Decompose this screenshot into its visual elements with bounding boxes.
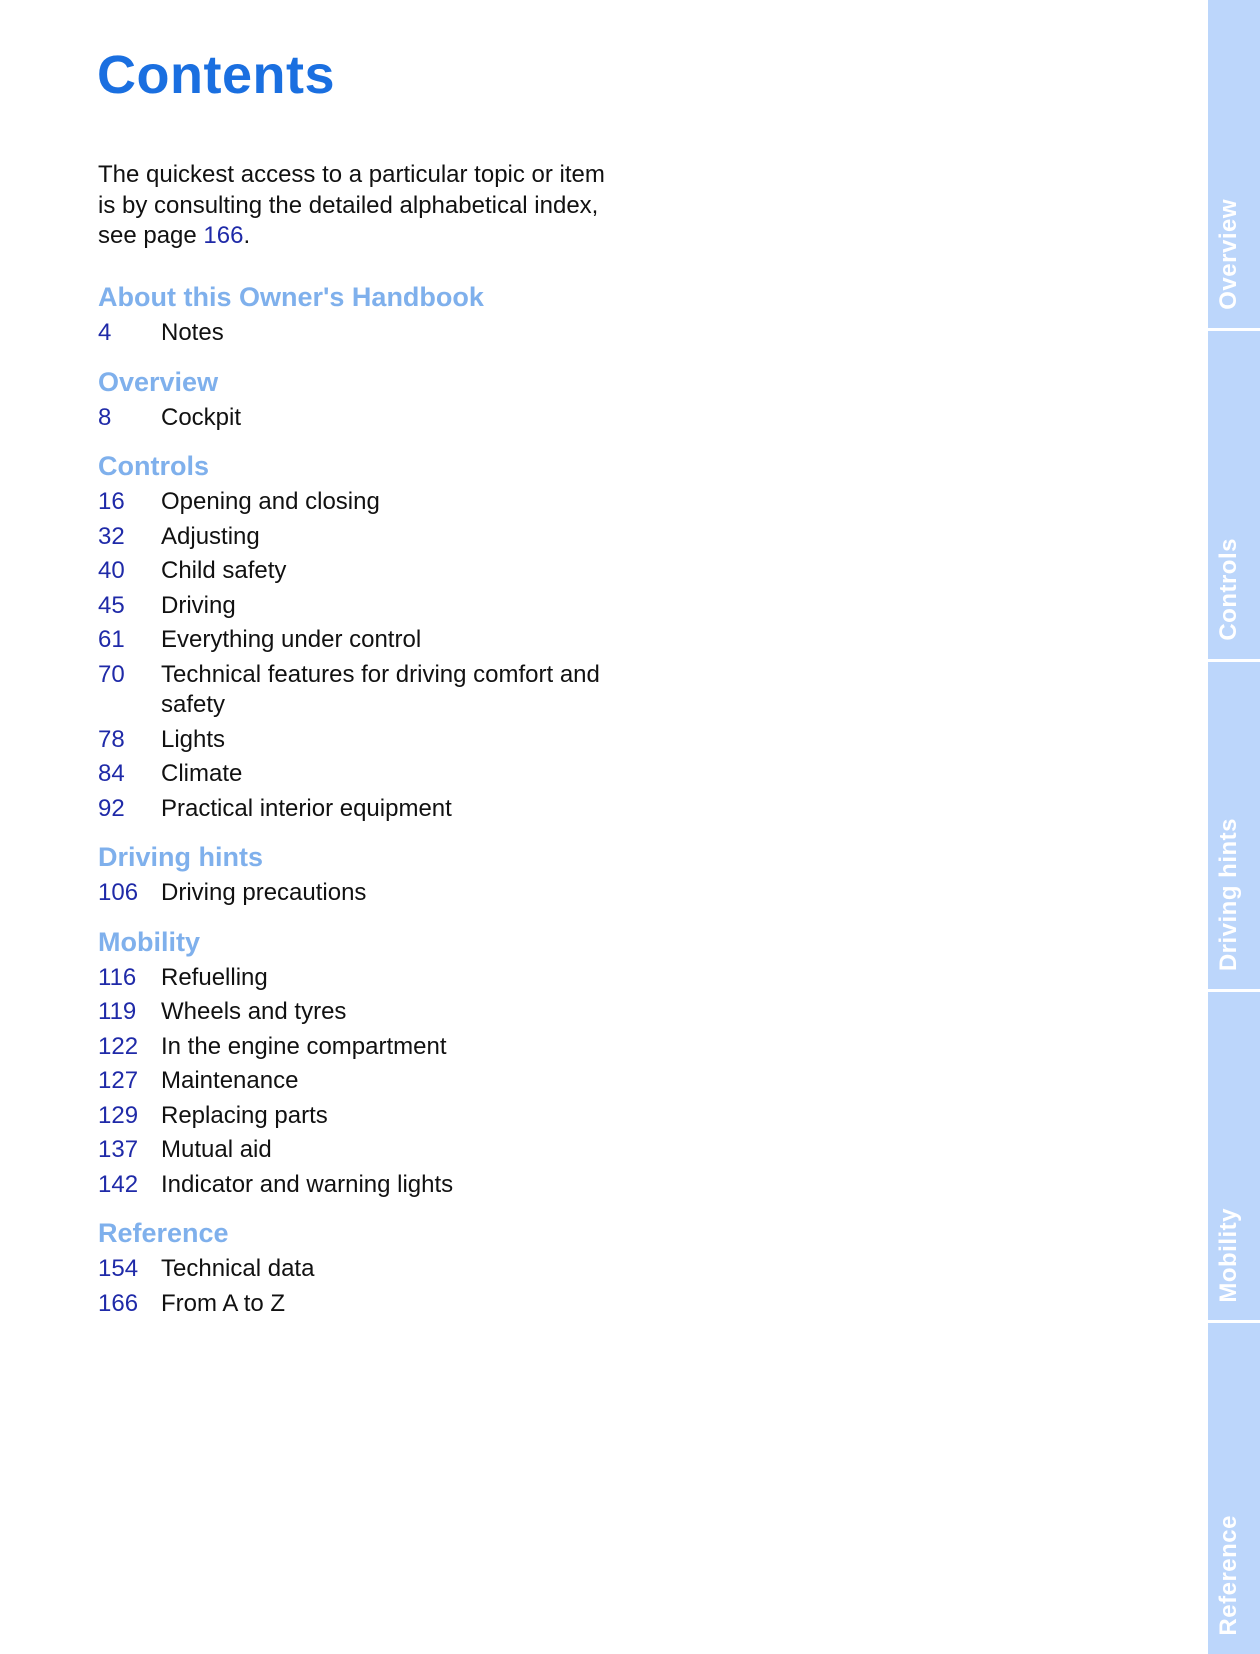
toc-section xyxy=(98,449,658,824)
intro-paragraph xyxy=(98,160,618,252)
entry-title: Driving xyxy=(161,591,236,619)
toc-entry[interactable] xyxy=(98,1289,658,1320)
entry-page-number[interactable]: 154 xyxy=(98,1255,139,1282)
entry-page-number[interactable]: 116 xyxy=(98,963,137,991)
side-tab-strip xyxy=(1208,0,1260,1654)
toc-entry[interactable] xyxy=(98,403,658,434)
toc-entry[interactable] xyxy=(98,794,658,825)
section-heading: Driving hints xyxy=(98,842,264,872)
toc-entry[interactable] xyxy=(98,878,658,909)
toc-section xyxy=(98,1216,658,1319)
toc-entry[interactable] xyxy=(98,725,658,756)
entry-page-number[interactable]: 78 xyxy=(98,725,125,753)
toc-entry[interactable] xyxy=(98,759,658,790)
entry-page-number[interactable]: 61 xyxy=(98,626,125,653)
entry-title: Technical features for driving comfort and safety xyxy=(161,660,600,718)
entry-title: Notes xyxy=(161,319,224,346)
entry-page-number[interactable]: 137 xyxy=(98,1136,139,1163)
entry-title: Mutual aid xyxy=(161,1136,272,1163)
toc-section xyxy=(98,925,658,1201)
side-tab[interactable] xyxy=(1208,662,1260,993)
entry-page-number[interactable]: 119 xyxy=(98,998,137,1025)
toc-section xyxy=(98,365,658,434)
toc-entry[interactable] xyxy=(98,1032,658,1063)
entry-page-number[interactable]: 122 xyxy=(98,1032,139,1060)
entry-page-number[interactable]: 127 xyxy=(98,1067,139,1094)
toc-entry[interactable] xyxy=(98,625,658,656)
entry-page-number[interactable]: 16 xyxy=(98,488,125,515)
entry-title: Cockpit xyxy=(161,403,242,431)
toc-entry[interactable] xyxy=(98,660,658,721)
entry-title: Practical interior equipment xyxy=(161,794,452,822)
entry-page-number[interactable]: 45 xyxy=(98,591,125,619)
entry-title: Replacing parts xyxy=(161,1101,328,1129)
entry-page-number[interactable]: 8 xyxy=(98,403,112,431)
side-tab[interactable] xyxy=(1208,1323,1260,1654)
toc-section xyxy=(98,280,658,349)
entry-page-number[interactable]: 106 xyxy=(98,879,139,906)
entry-page-number[interactable]: 84 xyxy=(98,760,125,787)
toc-entry[interactable] xyxy=(98,1254,658,1285)
entry-page-number[interactable]: 142 xyxy=(98,1170,139,1198)
intro-text-end: . xyxy=(243,222,251,249)
entry-title: Opening and closing xyxy=(161,488,380,515)
section-heading: Overview xyxy=(98,366,219,397)
table-of-contents xyxy=(98,280,658,1323)
entry-title: Driving precautions xyxy=(161,879,367,906)
section-heading: About this Owner's Handbook xyxy=(98,282,484,312)
toc-entry[interactable] xyxy=(98,1101,658,1132)
toc-entry[interactable] xyxy=(98,1170,658,1201)
section-heading: Reference xyxy=(98,1218,229,1248)
entry-title: Technical data xyxy=(161,1255,315,1282)
entry-title: From A to Z xyxy=(161,1289,286,1317)
entry-title: Refuelling xyxy=(161,963,268,991)
side-tab-label: Driving hints xyxy=(1215,818,1242,972)
section-heading: Controls xyxy=(98,451,209,481)
entry-title: Indicator and warning lights xyxy=(161,1170,454,1198)
side-tab[interactable] xyxy=(1208,0,1260,331)
toc-entry[interactable] xyxy=(98,487,658,518)
toc-entry[interactable] xyxy=(98,556,658,587)
toc-entry[interactable] xyxy=(98,318,658,349)
side-tab[interactable] xyxy=(1208,992,1260,1323)
side-tab-label: Controls xyxy=(1215,537,1242,641)
entry-title: Lights xyxy=(161,725,226,753)
entry-title: Maintenance xyxy=(161,1067,299,1094)
side-tab[interactable] xyxy=(1208,331,1260,662)
entry-title: Everything under control xyxy=(161,626,422,653)
toc-entry[interactable] xyxy=(98,522,658,553)
entry-page-number[interactable]: 70 xyxy=(98,660,125,688)
side-tab-label: Overview xyxy=(1215,199,1242,310)
intro-page-link[interactable]: 166 xyxy=(203,222,244,249)
section-heading: Mobility xyxy=(98,926,200,957)
entry-page-number[interactable]: 129 xyxy=(98,1101,139,1129)
entry-title: Wheels and tyres xyxy=(161,998,347,1025)
page-title: Contents xyxy=(97,45,335,105)
toc-entry[interactable] xyxy=(98,997,658,1028)
entry-title: Climate xyxy=(161,760,243,787)
toc-entry[interactable] xyxy=(98,1135,658,1166)
entry-page-number[interactable]: 166 xyxy=(98,1289,139,1317)
entry-page-number[interactable]: 40 xyxy=(98,557,125,584)
entry-page-number[interactable]: 4 xyxy=(98,319,112,346)
entry-title: Adjusting xyxy=(161,522,260,550)
entry-title: In the engine compartment xyxy=(161,1032,447,1060)
toc-entry[interactable] xyxy=(98,963,658,994)
entry-title: Child safety xyxy=(161,557,287,584)
toc-entry[interactable] xyxy=(98,591,658,622)
entry-page-number[interactable]: 92 xyxy=(98,794,125,822)
side-tab-label: Mobility xyxy=(1215,1207,1242,1303)
intro-text: The quickest access to a particular topic or item is by consulting the detailed alphabetical index, see page xyxy=(98,161,605,249)
toc-entry[interactable] xyxy=(98,1066,658,1097)
entry-page-number[interactable]: 32 xyxy=(98,522,125,550)
toc-section xyxy=(98,840,658,909)
side-tab-label: Reference xyxy=(1215,1515,1242,1636)
